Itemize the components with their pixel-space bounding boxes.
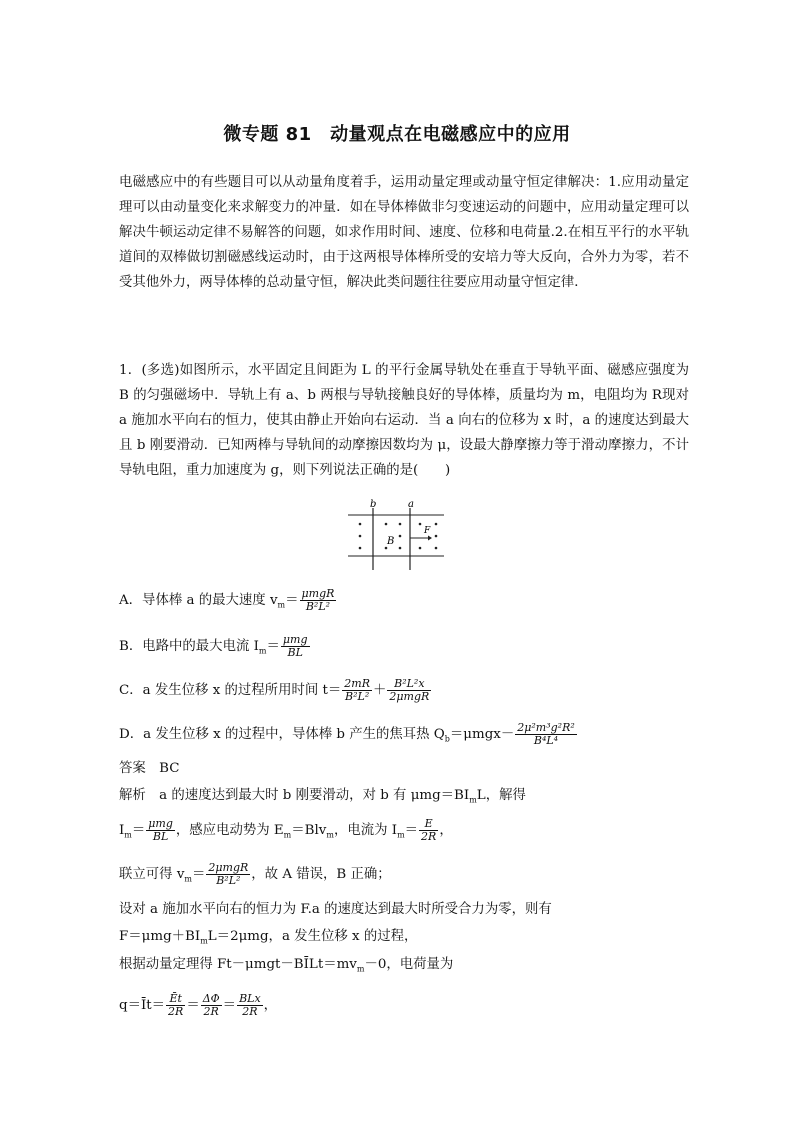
answer: 答案 BC (119, 761, 180, 776)
intro-paragraph: 电磁感应中的有些题目可以从动量角度着手，运用动量定理或动量守恒定律解决：1.应用动量定理可以由动量变化来求解变力的冲量．如在导体棒做非匀变速运动的问题中，应用动量定理可以解决牛顿运动定律不易解答的问题，如求作用时间、速度、位移和电荷量.2.在相互平行的水平轨道间的双棒做切割磁感线运动时，由于这两根导体棒所受的安培力等大反向，合外力为零，若不受其他外力，两导体棒的总动量守恒，解决此类问题往往要应用动量守恒定律． (119, 175, 689, 290)
label-b: b (370, 499, 377, 510)
analysis-line-7: q＝Īt＝ $\frac{Ēt}{2R}$ ＝ $\frac{\Delta\Phi}{2R}$ ＝ $\frac{\text{BLx}}{2R}$ ， (119, 992, 278, 1018)
label-a: a (408, 499, 414, 510)
analysis-line-5: $F=\mu mg+BI_mL=2\mu mg$，a 发生位移 x 的过程， (119, 929, 418, 946)
analysis-line-3: 联立可得 $v_m=$ $\frac{\text{2μmgR}}{\text{B²L²}}$ ，故 A 错误，B 正确； (119, 861, 391, 887)
question-text: 1．(多选)如图所示，水平固定且间距为 L 的平行金属导轨处在垂直于导轨平面、磁感应强度为 B 的匀强磁场中．导轨上有 a、b 两根与导轨接触良好的导体棒，质量均为 m，电阻均为 R现对 a 施加水平向右的恒力，使其由静止开始向右运动．当 a 向右的位移为 x 时，a 的速度达到最大且 b 刚要滑动．已知两棒与导轨间的动摩擦因数均为 μ，设最大静摩擦力等于滑动摩擦力，不计导轨电阻，重力加速度为 g，则下列说法正确的是( ) (119, 363, 689, 478)
option-b: B．电路中的最大电流 $I_m=$ $\frac{\text{μmg}}{BL}$ (119, 633, 308, 659)
rail-figure (348, 498, 448, 573)
option-d: D．a 发生位移 x 的过程中，导体棒 b 产生的焦耳热 $Q_b=\mu mgx-$ $\frac{\text{2μ²m³g²R²}}{\text{B⁴L⁴}}$ (119, 721, 575, 747)
option-c: C．a 发生位移 x 的过程所用时间 t＝ $\frac{2mR}{\text{B²L²}}$ ＋ $\frac{\text{B²L²x}}{\text{2μmgR}}$ (119, 677, 430, 703)
page-title: 微专题 81 动量观点在电磁感应中的应用 (223, 124, 571, 145)
label-B: B (387, 536, 395, 547)
analysis-line-6: 根据动量定理得 $Ft-\mu mgt-BĪLt=mv_m-0$，电荷量为 (119, 957, 454, 974)
label-F: F (424, 526, 431, 536)
analysis-line-1: 解析 a 的速度达到最大时 b 刚要滑动，对 b 有 $\mu mg=BI_mL$，解得 (119, 788, 526, 805)
analysis-line-4: 设对 a 施加水平向右的恒力为 F.a 的速度达到最大时所受合力为零，则有 (119, 902, 552, 917)
analysis-line-2: $I_m=$ $\frac{\text{μmg}}{BL}$ ，感应电动势为 $E_m=Blv_m$，电流为 $I_m=$ $\frac{E}{2R}$ ， (119, 817, 453, 843)
option-a: A．导体棒 a 的最大速度 $v_m=$ $\frac{\text{μmgR}}{\text{B²L²}}$ (119, 587, 335, 613)
